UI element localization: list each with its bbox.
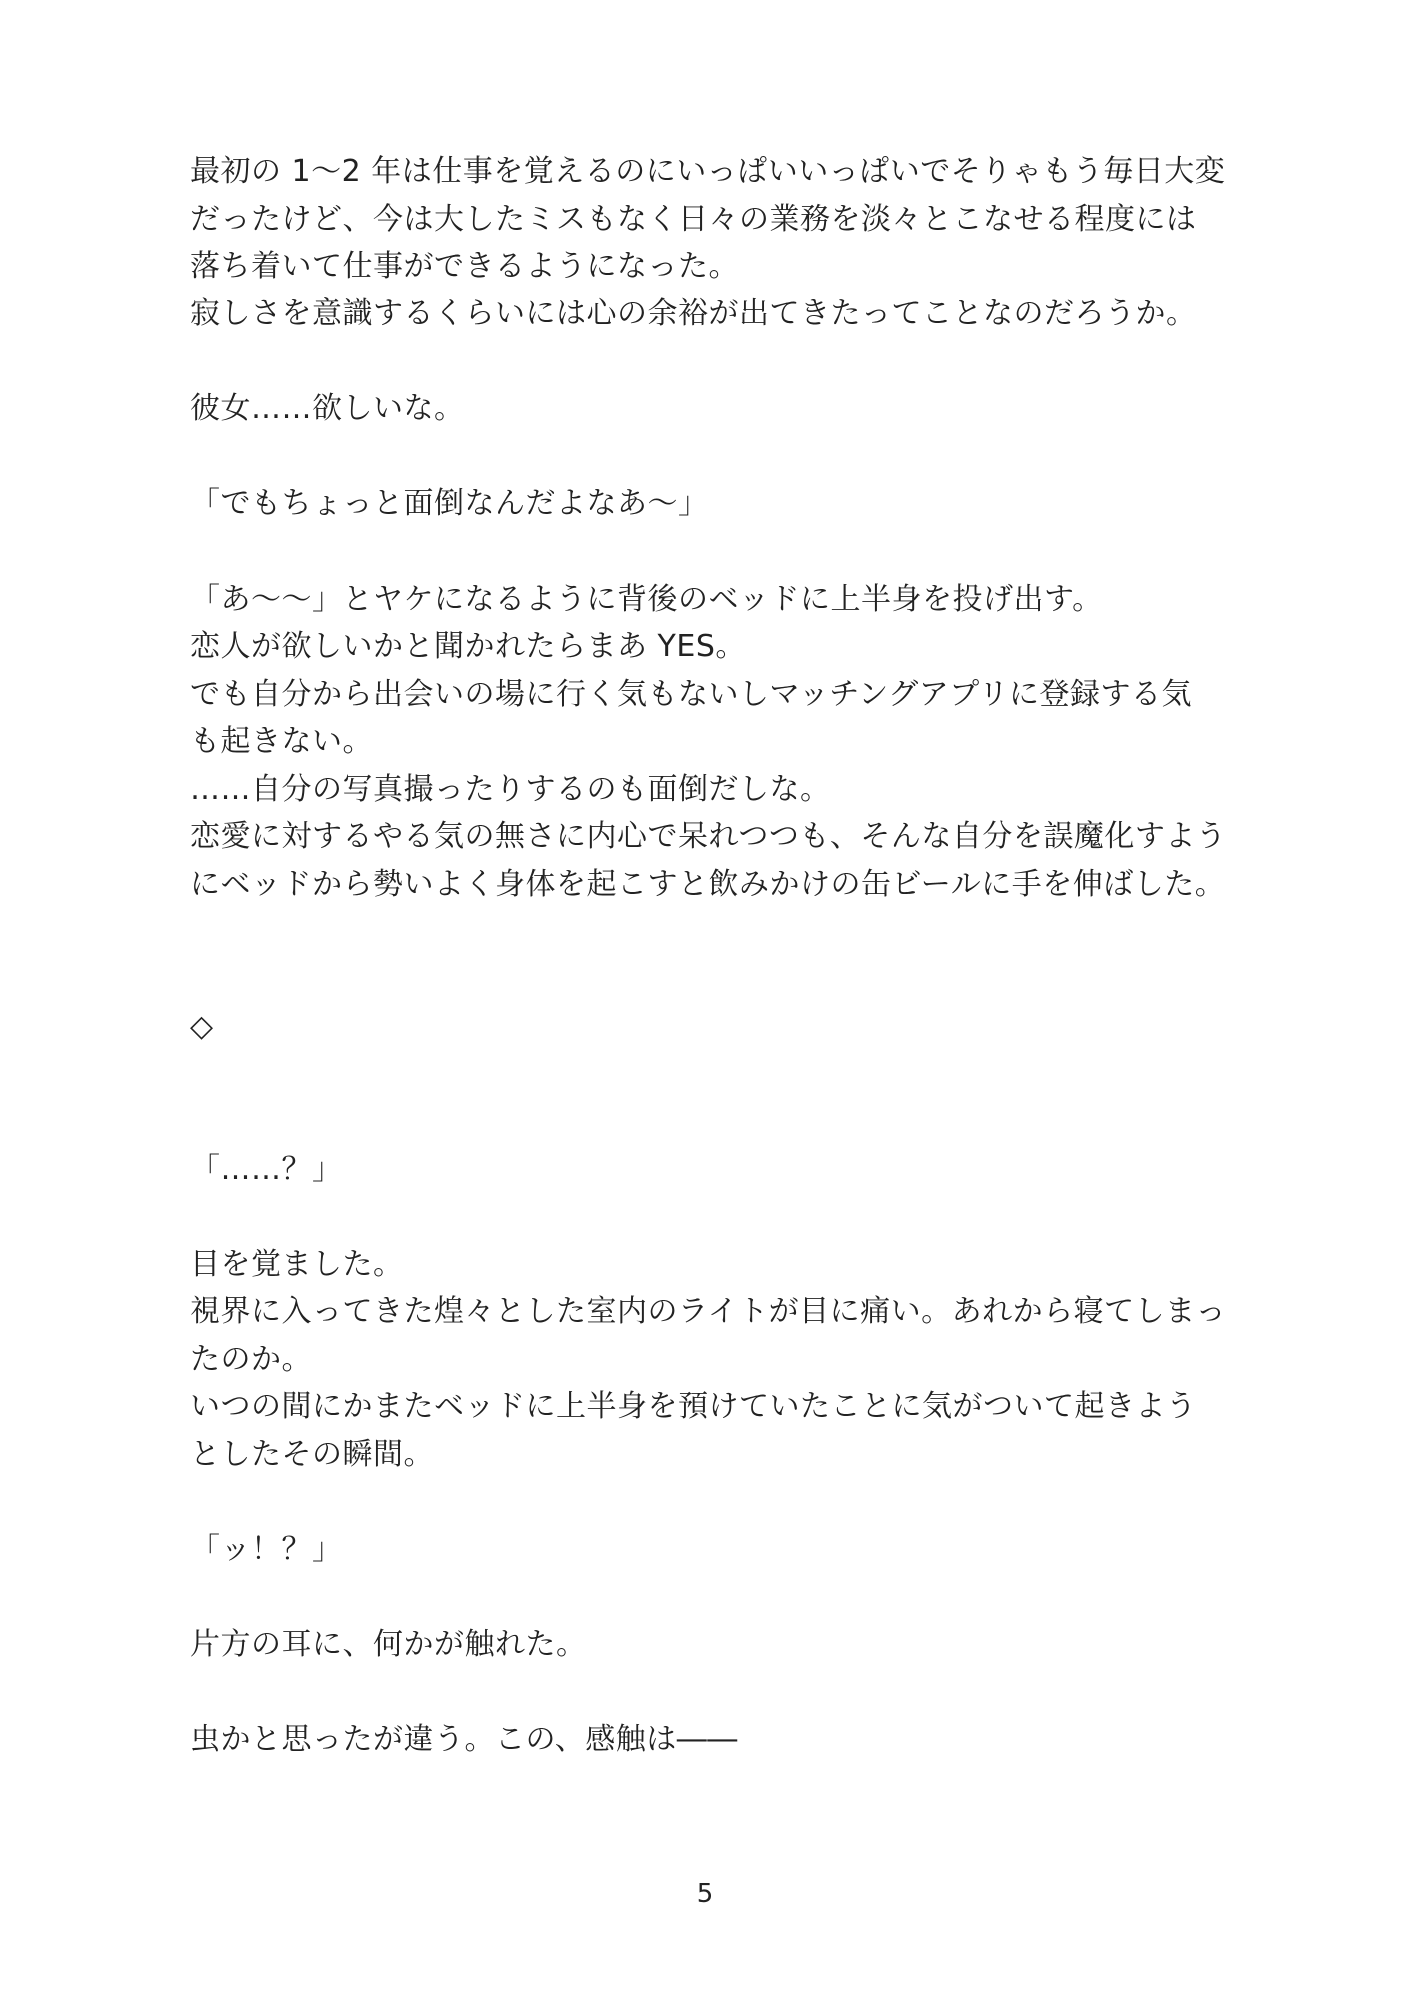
text-line: だったけど、今は大したミスもなく日々の業務を淡々とこなせる程度には: [190, 202, 1197, 237]
text-line: にベッドから勢いよく身体を起こすと飲みかけの缶ビールに手を伸ばした。: [190, 867, 1226, 902]
dialogue-line: 「あ〜〜」とヤケになるように背後のベッドに上半身を投げ出す。: [190, 582, 1103, 617]
dialogue-line: 「でもちょっと面倒なんだよなあ〜」: [190, 486, 709, 521]
text-line: いつの間にかまたベッドに上半身を預けていたことに気がついて起きよう: [190, 1389, 1197, 1424]
text-line: たのか。: [190, 1342, 312, 1377]
dialogue-line: 「ッ！？」: [190, 1532, 343, 1567]
text-line: も起きない。: [190, 724, 373, 759]
text-line: 彼女……欲しいな。: [190, 391, 465, 426]
text-line: 片方の耳に、何かが触れた。: [190, 1627, 587, 1662]
scene-break: ◇: [190, 1009, 214, 1044]
text-line: 恋愛に対するやる気の無さに内心で呆れつつも、そんな自分を誤魔化すよう: [190, 819, 1227, 854]
text-line: でも自分から出会いの場に行く気もないしマッチングアプリに登録する気: [190, 677, 1192, 712]
text-line: 虫かと思ったが違う。この、感触は――: [190, 1722, 738, 1757]
text-line: 視界に入ってきた煌々とした室内のライトが目に痛い。あれから寝てしまっ: [190, 1294, 1227, 1329]
text-line: 恋人が欲しいかと聞かれたらまあ YES。: [190, 629, 746, 664]
text-line: 最初の 1〜2 年は仕事を覚えるのにいっぱいいっぱいでそりゃもう毎日大変: [190, 154, 1226, 189]
text-line: 落ち着いて仕事ができるようになった。: [190, 249, 739, 284]
text-line: 目を覚ました。: [190, 1247, 404, 1282]
page-number: 5: [696, 1879, 714, 1909]
text-line: 寂しさを意識するくらいには心の余裕が出てきたってことなのだろうか。: [190, 296, 1197, 331]
text-line: ……自分の写真撮ったりするのも面倒だしな。: [190, 772, 831, 807]
dialogue-line: 「……？」: [190, 1152, 343, 1187]
text-line: としたその瞬間。: [190, 1437, 434, 1472]
